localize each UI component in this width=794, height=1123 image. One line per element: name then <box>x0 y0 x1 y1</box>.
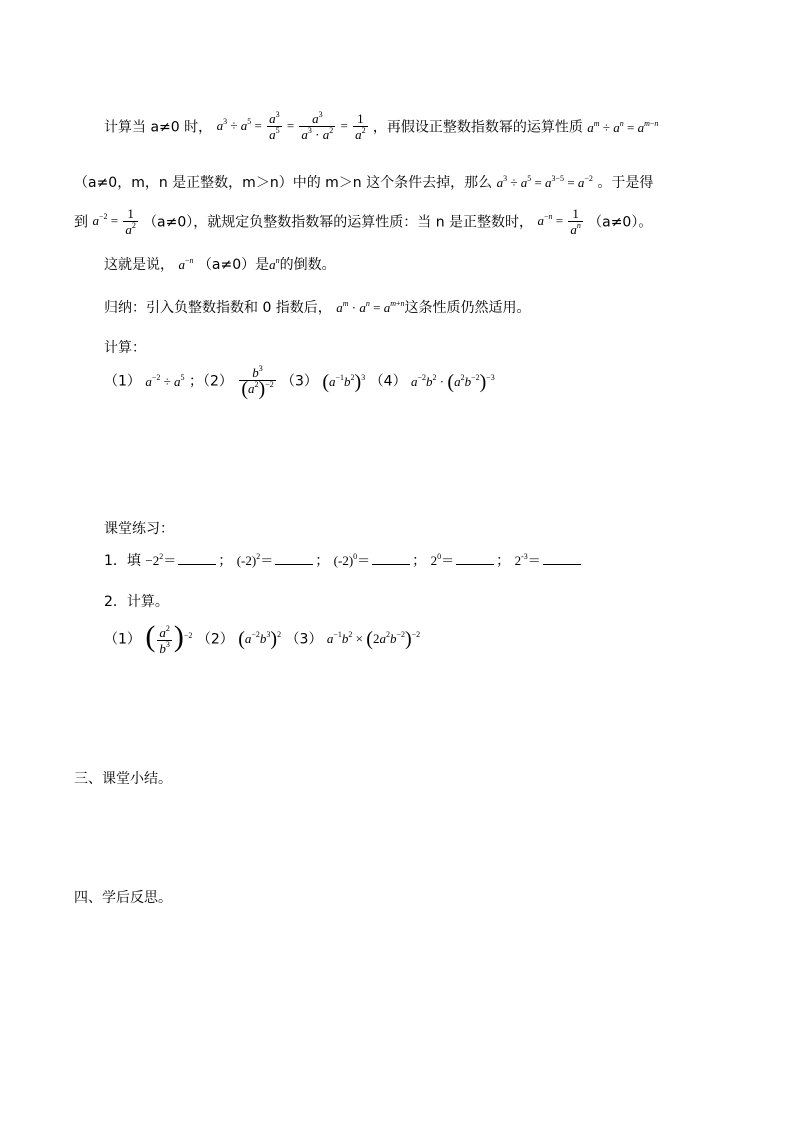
formula-a-minus-2: $a^{-2}$ = $\frac{1}{a^2}$ <box>92 206 136 237</box>
answer-blank-4[interactable] <box>456 554 494 565</box>
formula-power-rule: $a^m \div a^n = a^{m-n}$ <box>587 119 659 135</box>
formula-quotient: $a^3 \div a^5$ = $\frac{a^3}{a^5}$ = $\frac{a^3}{a^3 \cdot a^2}$ = $\frac{1}{a^2}$ <box>216 110 366 142</box>
intro-text: 计算当 a≠0 时， <box>104 119 213 136</box>
formula-a-neg-n: $a^{-n}$ <box>178 256 194 272</box>
formula-product-rule: $a^m \cdot a^n = a^{m+n}$ <box>336 299 405 315</box>
fill-item-4: $2^0=$ <box>430 552 455 568</box>
fill-item-2: $(-2)^2=$ <box>236 552 274 568</box>
compute-item-1-label: （1） <box>104 373 141 390</box>
compute-item-3: $(a^{-1}b^2)^3$ <box>322 370 366 393</box>
condition-text: （a≠0，m，n 是正整数，m＞n）中的 m＞n 这个条件去掉，那么 <box>74 175 493 191</box>
exercise-2-item-2: $(a^{-2}b^3)^2$ <box>238 628 282 651</box>
exercise-2-label: 2．计算。 <box>104 594 169 610</box>
compute-item-4: $a^{-2}b^2 \cdot (a^2b^{-2})^{-3}$ <box>411 370 495 393</box>
summary-rule-text-2: 这条性质仍然适用。 <box>404 300 531 316</box>
paragraph-summary-rule <box>104 301 531 315</box>
fill-item-1: $-2^2=$ <box>145 552 177 568</box>
answer-blank-2[interactable] <box>275 554 313 565</box>
section-summary: 三、课堂小结。 <box>74 771 172 787</box>
fill-item-5: $2^{-3}=$ <box>514 552 541 568</box>
compute-item-1: $a^{-2} \div a^5$ <box>145 373 185 389</box>
formula-a-n: $a^n$ <box>269 256 280 272</box>
separator: ； <box>496 553 511 569</box>
intro-text-2: ，再假设正整数指数幂的运算性质 <box>372 119 583 136</box>
formula-a-minus-n: $a^{-n}$ = $\frac{1}{a^n}$ <box>537 206 581 237</box>
compute-item-2-label: ；（2） <box>188 373 233 390</box>
exercise-2-item-2-label: （2） <box>196 631 234 648</box>
reciprocal-text: 这就是说， <box>104 257 174 273</box>
compute-items <box>104 364 495 400</box>
exercise-2-item-3-label: （3） <box>285 631 323 648</box>
definition-text-3: （a≠0）。 <box>588 214 653 231</box>
paragraph-condition <box>74 176 653 190</box>
separator: ； <box>412 553 427 569</box>
exercise-1-label: 1．填 <box>104 553 141 569</box>
answer-blank-3[interactable] <box>372 554 410 565</box>
reciprocal-text-3: 的倒数。 <box>279 257 336 273</box>
paragraph-reciprocal <box>104 258 336 272</box>
answer-blank-5[interactable] <box>543 554 581 565</box>
compute-heading: 计算： <box>104 340 146 356</box>
answer-blank-1[interactable] <box>178 554 216 565</box>
formula-negative-exp: $a^3 \div a^5 = a^{3-5} = a^{-2}$ <box>496 174 593 190</box>
exercise-1 <box>104 554 583 568</box>
separator: ； <box>218 553 233 569</box>
definition-text: 到 <box>74 214 88 231</box>
summary-rule-text: 归纳：引入负整数指数和 0 指数后， <box>104 300 332 316</box>
paragraph-definition <box>74 207 652 238</box>
paragraph-intro <box>104 112 658 143</box>
section-reflection: 四、学后反思。 <box>74 890 172 906</box>
exercise-heading: 课堂练习： <box>104 521 174 537</box>
compute-item-4-label: （4） <box>369 373 407 390</box>
condition-text-2: 。于是得 <box>597 175 654 191</box>
exercise-2-item-1-label: （1） <box>104 631 141 648</box>
compute-item-3-label: （3） <box>280 373 318 390</box>
fill-item-3: $(-2)^0=$ <box>333 552 371 568</box>
definition-text-2: （a≠0），就规定负整数指数幂的运算性质：当 n 是正整数时， <box>143 214 534 231</box>
compute-item-2: $\frac{b^3}{(a^2)^{-2}}$ <box>241 364 274 400</box>
exercise-2-item-1: ( $\frac{a^2}{b^3}$ )$^{-2}$ <box>145 620 193 656</box>
separator: ； <box>315 553 330 569</box>
reciprocal-text-2: （a≠0）是 <box>197 257 270 273</box>
exercise-2-item-3: $a^{-1}b^2 \times (2a^2b^{-2})^{-2}$ <box>326 628 421 651</box>
exercise-2-items <box>104 622 420 657</box>
